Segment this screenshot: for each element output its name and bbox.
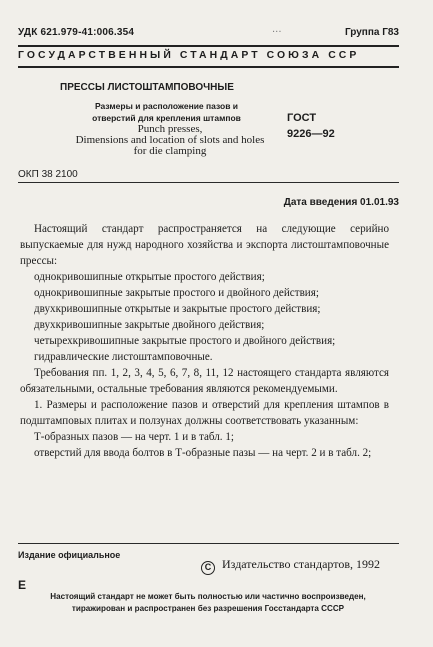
udk-code: УДК 621.979-41:006.354 [18,27,135,38]
paragraph-slots: Т-образных пазов — на черт. 1 и в табл. 1; [34,431,234,443]
footer-rule [18,543,399,544]
paragraph-requirements: Требования пп. 1, 2, 3, 4, 5, 6, 7, 8, 11, 12 настоящего стандарта являются обязательными, остальные требования являются рекомендуемыми. [20,367,389,395]
okp-code: ОКП 38 2100 [18,169,78,180]
list-item: однокривошипные закрытые простого и двойного действия; [34,287,319,299]
okp-rule [18,182,399,183]
subtitle-ru-line-2: отверстий для крепления штампов [92,113,241,123]
group-code: Группа Г83 [344,27,399,38]
notice-line-2: тиражирован и распространен без разрешения Госстандарта СССР [71,604,345,613]
list-item: двухкривошипные открытые и закрытые простого действия; [34,303,321,315]
title-en-line-2: Dimensions and location of slots and holes [75,134,265,146]
list-item: однокривошипные открытые простого действия; [34,271,265,283]
subtitle-ru-line-1: Размеры и расположение пазов и [94,101,239,111]
copyright-notice [18,591,398,615]
edition-label: Издание официальное [18,550,121,560]
publisher-text: Издательство стандартов, 1992 [222,557,380,571]
paragraph-intro: Настоящий стандарт распространяется на следующие серийно выпускаемые для нужд народного хозяйства и экспорта листоштамповочные прессы: [20,223,389,267]
gost-number: 9226—92 [287,128,335,140]
list-item: четырехкривошипные закрытые простого и двойного действия; [34,335,336,347]
ink-mark: ... [272,24,282,35]
body-text [20,221,389,461]
paragraph-clause-1: 1. Размеры и расположение пазов и отверстий для крепления штампов в подштамповых плитах и ползунах должны соответствовать указанным: [20,399,389,427]
standard-title-en [58,124,282,157]
masthead-title: ГОСУДАРСТВЕННЫЙ СТАНДАРТ СОЮЗА ССР [18,50,360,61]
copyright-icon: C [201,561,215,575]
publisher-line [201,557,380,575]
notice-line-1: Настоящий стандарт не может быть полностью или частично воспроизведен, [50,592,366,601]
gost-label: ГОСТ [287,112,317,124]
title-en-line-1: Punch presses, [137,123,203,135]
effective-date: Дата введения 01.01.93 [283,197,399,208]
standard-subtitle-ru [64,100,269,124]
paragraph-holes: отверстий для ввода болтов в Т-образные пазы — на черт. 2 и в табл. 2; [34,447,372,459]
list-item: гидравлические листоштамповочные. [34,351,213,363]
title-en-line-3: for die clamping [133,145,207,157]
edition-letter: Е [18,578,27,592]
list-item: двухкривошипные закрытые двойного действия; [34,319,265,331]
header-rule [18,45,399,47]
masthead-rule [18,66,399,68]
standard-title-ru: ПРЕССЫ ЛИСТОШТАМПОВОЧНЫЕ [60,82,234,93]
